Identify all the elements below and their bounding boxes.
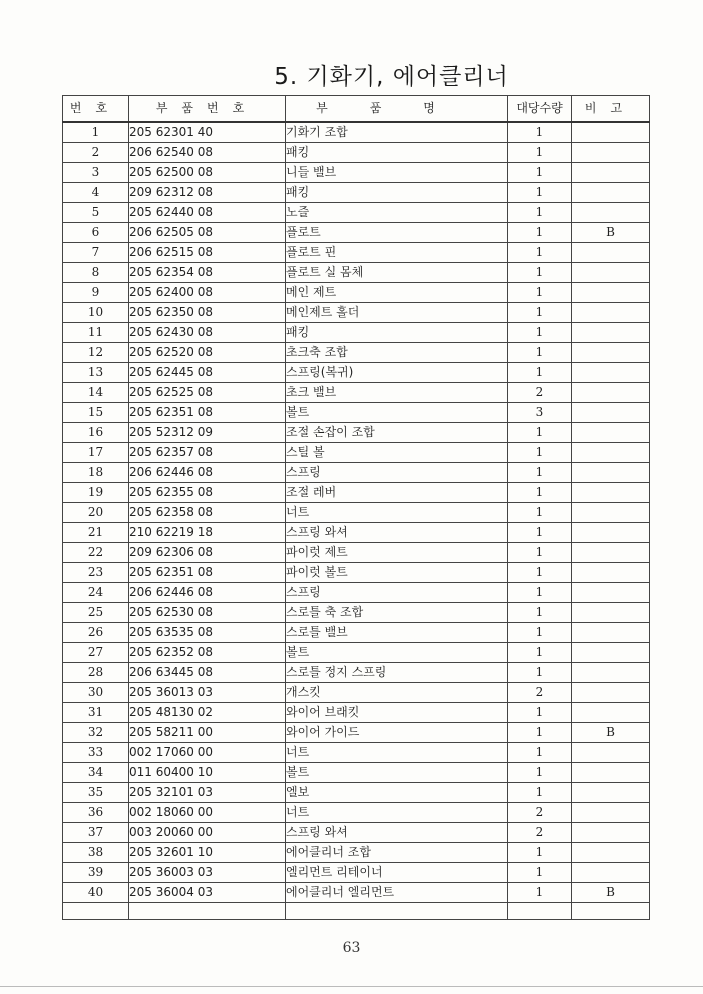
row-quantity: 1 [508,623,572,643]
row-quantity: 1 [508,343,572,363]
table-row [63,383,650,403]
row-quantity: 2 [508,803,572,823]
row-quantity: 1 [508,143,572,163]
parts-table [62,95,650,920]
row-quantity: 1 [508,723,572,743]
table-row [63,563,650,583]
row-number: 13 [63,363,129,383]
row-part-number: 205 32601 10 [129,843,286,863]
row-note [572,803,650,823]
row-quantity: 1 [508,303,572,323]
table-row [63,463,650,483]
row-part-name: 너트 [286,503,508,523]
row-number: 25 [63,603,129,623]
row-part-name: 와이어 브래킷 [286,703,508,723]
row-part-number: 003 20060 00 [129,823,286,843]
table-row [63,543,650,563]
page-title: 5. 기화기, 에어클리너 [274,64,509,90]
header-quantity: 대당수량 [508,96,572,123]
row-part-name: 엘리먼트 리테이너 [286,863,508,883]
row-part-number: 209 62306 08 [129,543,286,563]
row-part-number: 205 32101 03 [129,783,286,803]
row-part-number: 205 62445 08 [129,363,286,383]
row-part-number: 205 62430 08 [129,323,286,343]
row-number: 34 [63,763,129,783]
row-part-number: 206 62515 08 [129,243,286,263]
row-number: 11 [63,323,129,343]
row-note [572,243,650,263]
table-row [63,703,650,723]
header-note: 비고 [572,96,650,123]
row-note [572,563,650,583]
row-part-number: 205 62500 08 [129,163,286,183]
table-header-row [63,96,650,123]
row-number: 6 [63,223,129,243]
row-note [572,863,650,883]
row-part-name: 스프링(복귀) [286,363,508,383]
row-note [572,523,650,543]
table-row [63,503,650,523]
row-part-number: 209 62312 08 [129,183,286,203]
row-note [572,383,650,403]
row-number: 1 [63,122,129,143]
row-quantity: 1 [508,743,572,763]
empty-cell [572,903,650,920]
row-number: 8 [63,263,129,283]
empty-cell [286,903,508,920]
row-note [572,743,650,763]
table-row [63,883,650,903]
row-part-name: 노즐 [286,203,508,223]
table-row [63,583,650,603]
row-part-name: 메인제트 홀더 [286,303,508,323]
table-row [63,122,650,143]
row-quantity: 1 [508,563,572,583]
row-number: 37 [63,823,129,843]
table-row [63,143,650,163]
row-number: 4 [63,183,129,203]
row-note [572,403,650,423]
row-note: B [572,223,650,243]
row-part-number: 205 58211 00 [129,723,286,743]
row-part-number: 205 62400 08 [129,283,286,303]
table-row [63,363,650,383]
row-part-number: 011 60400 10 [129,763,286,783]
row-part-number: 205 62354 08 [129,263,286,283]
table-row [63,803,650,823]
row-part-name: 스로틀 밸브 [286,623,508,643]
table-row-empty [63,903,650,920]
row-part-name: 스프링 [286,463,508,483]
row-note [572,783,650,803]
table-row [63,243,650,263]
row-number: 28 [63,663,129,683]
table-row [63,823,650,843]
row-part-number: 205 62351 08 [129,563,286,583]
row-part-number: 205 62355 08 [129,483,286,503]
row-part-number: 205 62358 08 [129,503,286,523]
row-part-number: 205 52312 09 [129,423,286,443]
row-part-name: 파이럿 제트 [286,543,508,563]
row-part-name: 에어클리너 엘리먼트 [286,883,508,903]
row-note [572,663,650,683]
row-number: 14 [63,383,129,403]
row-note [572,343,650,363]
row-note [572,443,650,463]
row-part-name: 메인 제트 [286,283,508,303]
row-part-name: 플로트 [286,223,508,243]
row-number: 5 [63,203,129,223]
table-row [63,483,650,503]
table-row [63,423,650,443]
row-quantity: 1 [508,423,572,443]
empty-cell [63,903,129,920]
row-note [572,163,650,183]
header-part-number: 부품번호 [129,96,286,123]
row-number: 19 [63,483,129,503]
row-number: 27 [63,643,129,663]
row-part-name: 조절 레버 [286,483,508,503]
row-part-name: 스틸 볼 [286,443,508,463]
row-part-number: 206 62446 08 [129,463,286,483]
row-number: 32 [63,723,129,743]
row-part-name: 조절 손잡이 조합 [286,423,508,443]
row-note [572,763,650,783]
row-quantity: 1 [508,363,572,383]
row-quantity: 1 [508,843,572,863]
row-number: 21 [63,523,129,543]
row-quantity: 1 [508,483,572,503]
row-number: 38 [63,843,129,863]
row-part-name: 너트 [286,743,508,763]
row-part-number: 205 62351 08 [129,403,286,423]
row-number: 31 [63,703,129,723]
row-note [572,423,650,443]
row-part-number: 205 36003 03 [129,863,286,883]
header-no: 번호 [63,96,129,123]
row-number: 24 [63,583,129,603]
row-part-number: 206 62505 08 [129,223,286,243]
row-quantity: 1 [508,463,572,483]
parts-table-body [63,122,650,920]
row-note [572,583,650,603]
row-part-number: 210 62219 18 [129,523,286,543]
row-note [572,122,650,143]
row-part-name: 기화기 조합 [286,122,508,143]
row-part-name: 스로틀 축 조합 [286,603,508,623]
table-row [63,843,650,863]
row-quantity: 1 [508,763,572,783]
row-part-name: 너트 [286,803,508,823]
row-number: 20 [63,503,129,523]
row-note [572,463,650,483]
row-note [572,323,650,343]
row-part-name: 스로틀 정지 스프링 [286,663,508,683]
row-note [572,843,650,863]
row-quantity: 1 [508,543,572,563]
row-quantity: 1 [508,583,572,603]
row-part-number: 002 18060 00 [129,803,286,823]
row-number: 39 [63,863,129,883]
table-row [63,283,650,303]
row-part-number: 205 62357 08 [129,443,286,463]
table-row [63,643,650,663]
row-part-name: 와이어 가이드 [286,723,508,743]
row-number: 7 [63,243,129,263]
row-quantity: 1 [508,603,572,623]
row-part-name: 플로트 핀 [286,243,508,263]
table-row [63,863,650,883]
row-part-name: 엘보 [286,783,508,803]
row-part-name: 개스킷 [286,683,508,703]
row-part-number: 206 63445 08 [129,663,286,683]
row-number: 3 [63,163,129,183]
row-note [572,143,650,163]
row-note [572,683,650,703]
row-note [572,203,650,223]
table-row [63,763,650,783]
row-quantity: 1 [508,443,572,463]
row-part-name: 패킹 [286,143,508,163]
table-row [63,203,650,223]
row-part-number: 205 62301 40 [129,122,286,143]
row-number: 33 [63,743,129,763]
row-part-name: 초크축 조합 [286,343,508,363]
row-part-number: 205 62525 08 [129,383,286,403]
table-row [63,263,650,283]
row-note [572,603,650,623]
row-note [572,643,650,663]
empty-cell [129,903,286,920]
row-note [572,303,650,323]
row-note [572,703,650,723]
table-row [63,343,650,363]
table-row [63,603,650,623]
table-row [63,403,650,423]
row-part-name: 스프링 와셔 [286,523,508,543]
row-note [572,363,650,383]
row-part-number: 205 62352 08 [129,643,286,663]
row-part-name: 초크 밸브 [286,383,508,403]
row-note: B [572,883,650,903]
table-row [63,523,650,543]
row-part-number: 205 62530 08 [129,603,286,623]
row-number: 30 [63,683,129,703]
row-quantity: 1 [508,183,572,203]
bottom-rule [0,986,703,987]
row-note [572,183,650,203]
row-note [572,283,650,303]
header-part-name: 부품명 [286,96,508,123]
row-quantity: 1 [508,323,572,343]
row-number: 22 [63,543,129,563]
row-number: 15 [63,403,129,423]
row-quantity: 1 [508,643,572,663]
table-row [63,783,650,803]
row-quantity: 1 [508,883,572,903]
row-number: 35 [63,783,129,803]
row-part-number: 206 62540 08 [129,143,286,163]
table-row [63,723,650,743]
row-note [572,823,650,843]
table-row [63,443,650,463]
row-part-number: 205 48130 02 [129,703,286,723]
row-quantity: 1 [508,523,572,543]
row-number: 17 [63,443,129,463]
row-note [572,483,650,503]
table-row [63,303,650,323]
row-part-name: 에어클리너 조합 [286,843,508,863]
row-part-name: 니들 밸브 [286,163,508,183]
row-number: 12 [63,343,129,363]
row-quantity: 1 [508,163,572,183]
row-quantity: 1 [508,503,572,523]
table-row [63,223,650,243]
row-part-name: 스프링 와셔 [286,823,508,843]
row-part-number: 205 62440 08 [129,203,286,223]
table-row [63,163,650,183]
row-number: 26 [63,623,129,643]
row-quantity: 1 [508,263,572,283]
row-part-name: 볼트 [286,403,508,423]
row-quantity: 1 [508,663,572,683]
row-part-name: 플로트 실 몸체 [286,263,508,283]
table-row [63,743,650,763]
row-part-number: 205 36013 03 [129,683,286,703]
table-row [63,323,650,343]
row-note [572,503,650,523]
row-part-number: 205 62520 08 [129,343,286,363]
row-quantity: 3 [508,403,572,423]
row-part-number: 205 36004 03 [129,883,286,903]
row-number: 23 [63,563,129,583]
row-quantity: 1 [508,783,572,803]
row-note [572,623,650,643]
row-note [572,263,650,283]
row-part-number: 002 17060 00 [129,743,286,763]
row-quantity: 1 [508,703,572,723]
row-quantity: 1 [508,122,572,143]
row-number: 18 [63,463,129,483]
table-row [63,683,650,703]
row-part-name: 파이럿 볼트 [286,563,508,583]
row-quantity: 1 [508,863,572,883]
row-number: 10 [63,303,129,323]
row-quantity: 2 [508,383,572,403]
table-row [63,183,650,203]
table-row [63,623,650,643]
row-number: 36 [63,803,129,823]
row-part-number: 205 63535 08 [129,623,286,643]
row-quantity: 1 [508,223,572,243]
row-part-name: 볼트 [286,763,508,783]
row-part-name: 패킹 [286,183,508,203]
row-part-number: 205 62350 08 [129,303,286,323]
row-note [572,543,650,563]
row-number: 16 [63,423,129,443]
row-quantity: 1 [508,203,572,223]
row-quantity: 2 [508,823,572,843]
row-part-name: 패킹 [286,323,508,343]
row-part-name: 스프링 [286,583,508,603]
table-row [63,663,650,683]
row-part-number: 206 62446 08 [129,583,286,603]
row-quantity: 2 [508,683,572,703]
row-part-name: 볼트 [286,643,508,663]
page-number: 63 [342,940,361,956]
row-number: 2 [63,143,129,163]
row-quantity: 1 [508,243,572,263]
empty-cell [508,903,572,920]
row-note: B [572,723,650,743]
row-quantity: 1 [508,283,572,303]
row-number: 40 [63,883,129,903]
row-number: 9 [63,283,129,303]
